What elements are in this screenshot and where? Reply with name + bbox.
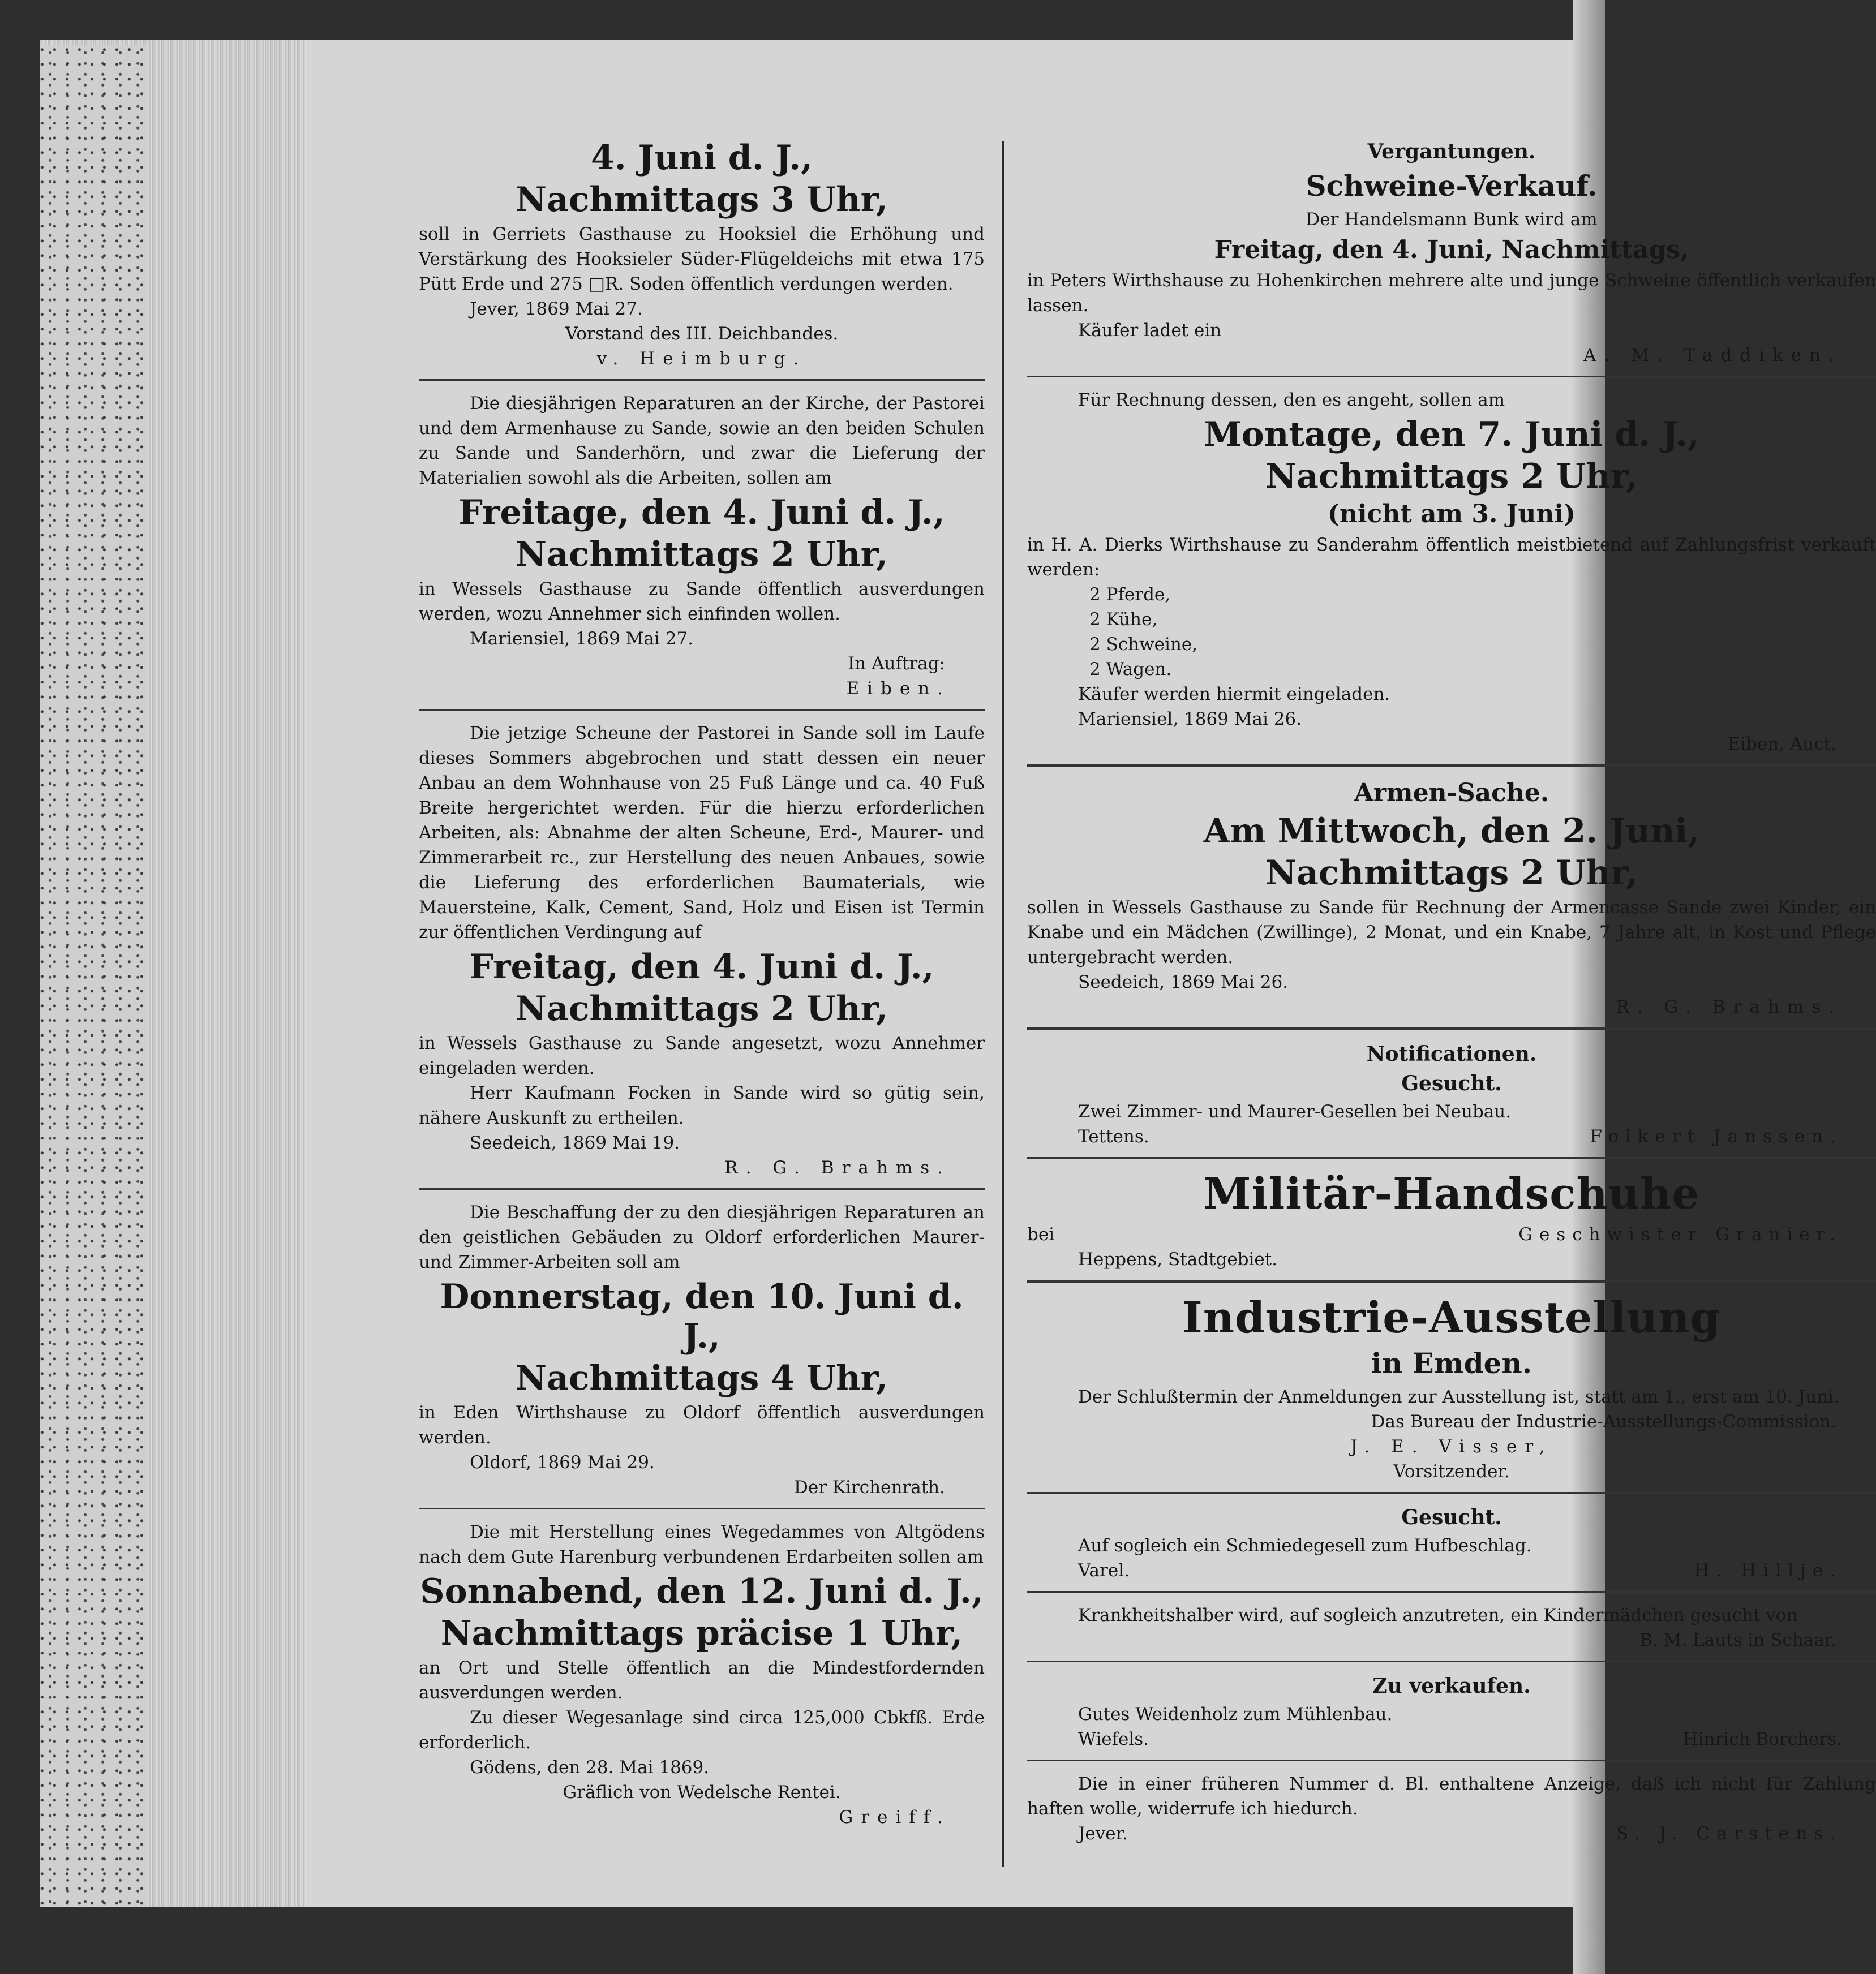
place-signature-row [1027, 1558, 1876, 1583]
divider [419, 709, 985, 711]
section-heading: Notificationen. [1366, 1042, 1537, 1066]
place: Jever. [1078, 1824, 1128, 1844]
invite-line: Käufer ladet ein [1078, 320, 1222, 341]
divider [1027, 1157, 1876, 1159]
notice-time: Nachmittags präcise 1 Uhr, [440, 1614, 963, 1653]
notice-text-2: an Ort und Stelle öffentlich an die Mindestfordernden ausverdungen werden. [419, 1658, 985, 1703]
notice-sanderahm [1027, 388, 1876, 756]
place-date: Mariensiel, 1869 Mai 27. [470, 629, 694, 649]
notice-kindermaedchen [1027, 1603, 1876, 1653]
place: Varel. [1078, 1560, 1130, 1581]
signature: v. Heimburg. [596, 349, 807, 369]
divider [419, 1188, 985, 1190]
board-name: Vorstand des III. Deichbandes. [565, 324, 839, 344]
speckled-cover-edge [40, 45, 147, 1907]
signature: Eiben. [846, 678, 951, 699]
seller-row [1027, 1222, 1876, 1247]
list-item: 2 Wagen. [1089, 659, 1172, 679]
notice-time: Nachmittags 2 Uhr, [1265, 457, 1638, 496]
notice-text: Gutes Weidenholz zum Mühlenbau. [1078, 1704, 1393, 1724]
place-date: Seedeich, 1869 Mai 26. [1078, 972, 1289, 992]
notice-date: 4. Juni d. J., [590, 138, 813, 178]
notice-text: Der Handelsmann Bunk wird am [1306, 209, 1598, 230]
role: Vorsitzender. [1393, 1461, 1510, 1482]
invite-line: Käufer werden hiermit eingeladen. [1078, 684, 1390, 704]
notice-text: Auf sogleich ein Schmiedegesell zum Hufbeschlag. [1078, 1536, 1532, 1556]
place-date: Mariensiel, 1869 Mai 26. [1078, 709, 1302, 729]
list-item: 2 Kühe, [1089, 609, 1158, 630]
divider [1027, 1661, 1876, 1662]
notice-title: Militär-Handschuhe [1203, 1168, 1700, 1219]
divider [1027, 1591, 1876, 1593]
place-signature-row [1027, 1124, 1876, 1149]
commission-label: In Auftrag: [848, 653, 945, 674]
notice-notificationen [1027, 1040, 1876, 1149]
signature: R. G. Brahms. [724, 1158, 951, 1178]
notice-text-2: in Eden Wirthshause zu Oldorf öffentlich ausverdungen werden. [419, 1403, 985, 1448]
notice-time: Nachmittags 3 Uhr, [516, 180, 888, 220]
notice-date: Montage, den 7. Juni d. J., [1204, 415, 1699, 454]
notice-schmiedegesell [1027, 1504, 1876, 1583]
notice-armen-sache [1027, 777, 1876, 1020]
notice-reparaturen-sande [419, 391, 985, 701]
notice-title: Zu verkaufen. [1372, 1674, 1531, 1698]
list-item: 2 Schweine, [1089, 634, 1198, 655]
notice-date: Am Mittwoch, den 2. Juni, [1203, 811, 1700, 851]
notice-time: Nachmittags 2 Uhr, [516, 535, 888, 574]
notice-text-2: in H. A. Dierks Wirthshause zu Sanderahm öffentlich meistbietend auf Zahlungsfrist verkauft werden: [1027, 535, 1876, 580]
notice-date: Sonnabend, den 12. Juni d. J., [420, 1572, 984, 1611]
notice-widerruf [1027, 1771, 1876, 1846]
divider [1027, 1492, 1876, 1494]
wanted-heading: Gesucht. [1401, 1072, 1502, 1095]
notice-text: soll in Gerriets Gasthause zu Hooksiel die Erhöhung und Verstärkung des Hooksieler Süder-Flügeldeichs mit etwa 175 Pütt Erde und 275 □R. Soden öffentlich verdungen werden. [419, 224, 985, 294]
notice-time: Nachmittags 2 Uhr, [1265, 853, 1638, 893]
seller-name: Geschwister Granier. [1518, 1224, 1842, 1245]
notice-text: Der Schlußtermin der Anmeldungen zur Ausstellung ist, statt am 1., erst am 10. Juni. [1078, 1387, 1839, 1407]
divider [419, 1508, 985, 1509]
divider [1027, 764, 1876, 767]
notice-date: Donnerstag, den 10. Juni d. J., [440, 1277, 964, 1356]
notice-verkaufen [1027, 1672, 1876, 1752]
newspaper-page [306, 40, 1876, 1907]
place-signature-row [1027, 1727, 1876, 1752]
notice-time: Nachmittags 2 Uhr, [516, 989, 888, 1029]
notice-text: Die mit Herstellung eines Wegedammes von Altgödens nach dem Gute Harenburg verbundenen Erdarbeiten sollen am [419, 1522, 985, 1567]
notice-date: Freitag, den 4. Juni d. J., [469, 947, 934, 987]
right-column [1027, 136, 1876, 1846]
notice-text: Für Rechnung dessen, den es angeht, sollen am [1078, 390, 1505, 410]
notice-time: Nachmittags 4 Uhr, [516, 1358, 888, 1398]
notice-schweine [1027, 138, 1876, 368]
notice-oldorf [419, 1200, 985, 1500]
signature: Greiff. [839, 1807, 951, 1827]
at-label: bei [1027, 1224, 1055, 1245]
notice-wegedamm [419, 1520, 985, 1830]
place: Heppens, Stadtgebiet. [1078, 1249, 1278, 1270]
notice-text: sollen in Wessels Gasthause zu Sande für Rechnung der Armencasse Sande zwei Kinder, ein Knabe und ein Mädchen (Zwillinge), 2 Monat, und ein Knabe, 7 Jahre alt, in Kost und Pflege untergebracht werden. [1027, 897, 1876, 967]
notice-text-3: Zu dieser Wegesanlage sind circa 125,000 Cbkfß. Erde erforderlich. [419, 1708, 985, 1753]
notice-note: (nicht am 3. Juni) [1328, 500, 1576, 528]
place-date: Oldorf, 1869 Mai 29. [470, 1452, 655, 1473]
place-signature-row [1027, 1821, 1876, 1846]
office-name: Das Bureau der Industrie-Ausstellungs-Commission. [1371, 1412, 1836, 1432]
notice-text-3: Herr Kaufmann Focken in Sande wird so gütig sein, nähere Auskunft zu ertheilen. [419, 1083, 985, 1128]
notice-text: Zwei Zimmer- und Maurer-Gesellen bei Neubau. [1078, 1102, 1512, 1122]
place-date: Jever, 1869 Mai 27. [470, 299, 643, 319]
notice-text-2: in Wessels Gasthause zu Sande öffentlich ausverdungen werden, wozu Annehmer sich einfinden wollen. [419, 579, 985, 624]
notice-text: Krankheitshalber wird, auf sogleich anzutreten, ein Kindermädchen gesucht von [1078, 1605, 1798, 1625]
signature: H. Hillje. [1694, 1560, 1842, 1581]
place: Wiefels. [1078, 1729, 1149, 1749]
item-list [1027, 582, 1876, 682]
place-date: Seedeich, 1869 Mai 19. [470, 1133, 680, 1153]
divider [1027, 1280, 1876, 1283]
notice-text-2: in Peters Wirthshause zu Hohenkirchen mehrere alte und junge Schweine öffentlich verkaufen lassen. [1027, 270, 1876, 316]
notice-date: Freitage, den 4. Juni d. J., [458, 493, 945, 532]
signature: Der Kirchenrath. [794, 1477, 945, 1498]
notice-deich [419, 138, 985, 371]
notice-title: Industrie-Ausstellung [1182, 1292, 1721, 1343]
notice-handschuhe [1027, 1169, 1876, 1272]
divider [1027, 1027, 1876, 1030]
list-item: 2 Pferde, [1089, 584, 1171, 605]
left-column [419, 136, 985, 1830]
notice-text: Die diesjährigen Reparaturen an der Kirche, der Pastorei und dem Armenhause zu Sande, sowie an den beiden Schulen zu Sande und Sanderhörn, und zwar die Lieferung der Materialien sowohl als die Arbeiten, sollen am [419, 393, 985, 488]
place-date: Gödens, den 28. Mai 1869. [470, 1757, 710, 1778]
section-heading: Vergantungen. [1367, 140, 1536, 164]
notice-text: Die Beschaffung der zu den diesjährigen Reparaturen an den geistlichen Gebäuden zu Oldorf erforderlichen Maurer- und Zimmer-Arbeiten soll am [419, 1202, 985, 1272]
notice-text-2: in Wessels Gasthause zu Sande angesetzt, wozu Annehmer eingeladen werden. [419, 1033, 985, 1078]
signature: J. E. Visser, [1350, 1437, 1553, 1457]
signature: R. G. Brahms. [1616, 997, 1842, 1017]
notice-subtitle: in Emden. [1371, 1347, 1532, 1380]
divider [419, 379, 985, 381]
signature: Eiben, Auct. [1727, 734, 1836, 754]
place: Tettens. [1078, 1126, 1149, 1147]
notice-text: Die in einer früheren Nummer d. Bl. enthaltene Anzeige, daß ich nicht für Zahlung haften wolle, widerrufe ich hiedurch. [1027, 1774, 1876, 1819]
notice-date: Freitag, den 4. Juni, Nachmittags, [1214, 235, 1689, 264]
divider [1027, 376, 1876, 377]
column-divider [1002, 141, 1004, 1867]
signature: Hinrich Borchers. [1682, 1729, 1842, 1749]
office-name: Gräflich von Wedelsche Rentei. [563, 1782, 841, 1803]
divider [1027, 1760, 1876, 1761]
signature: Folkert Janssen. [1590, 1126, 1842, 1147]
signature: S. J. Carstens. [1616, 1824, 1842, 1844]
signature: B. M. Lauts in Schaar. [1639, 1630, 1836, 1650]
notice-title: Schweine-Verkauf. [1306, 169, 1598, 203]
wanted-heading: Gesucht. [1401, 1506, 1502, 1529]
notice-title: Armen-Sache. [1354, 779, 1549, 807]
notice-scheune [419, 721, 985, 1180]
notice-ausstellung [1027, 1293, 1876, 1484]
notice-text: Die jetzige Scheune der Pastorei in Sande soll im Laufe dieses Sommers abgebrochen und statt dessen ein neuer Anbau an dem Wohnhause von 25 Fuß Länge und ca. 40 Fuß Breite hergerichtet werden. Für die hierzu erforderlichen Arbeiten, als: Abnahme der alten Scheune, Erd-, Maurer- und Zimmerarbeit rc., zur Herstellung des neuen Anbaues, sowie die Lieferung des erforderlichen Baumaterials, wie Mauersteine, Kalk, Cement, Sand, Holz und Eisen ist Termin zur öffentlichen Verdingung auf [419, 723, 985, 943]
signature: A. M. Taddiken. [1583, 345, 1842, 365]
